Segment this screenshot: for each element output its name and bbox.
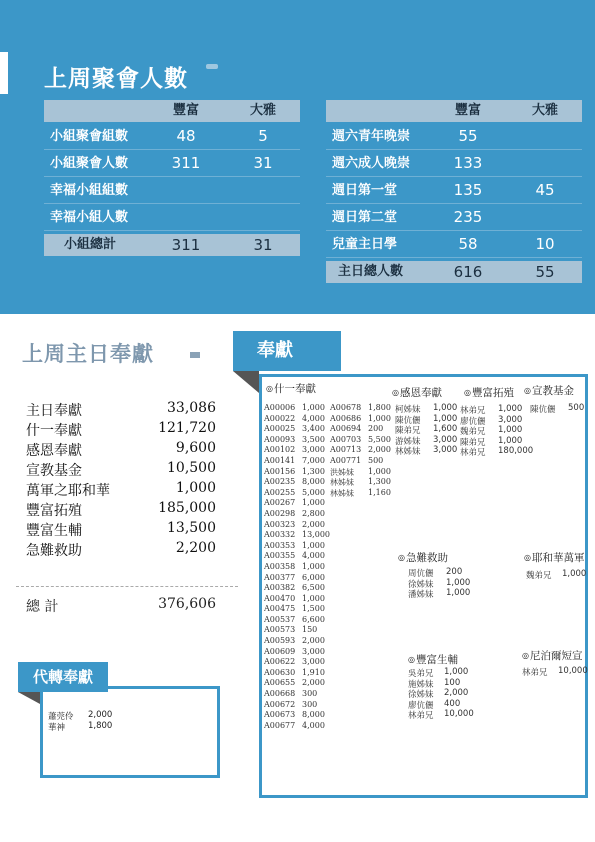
donation-amount: 200: [368, 424, 384, 434]
transfer-offering-box: [40, 686, 220, 778]
donation-amount: 1,000: [433, 413, 458, 424]
donation-amount: 1,000: [433, 403, 458, 413]
donor-id: 廖伉儷: [408, 700, 434, 711]
donor-id: A00771: [330, 455, 362, 465]
donor-id: A00673: [264, 710, 296, 720]
donor-id: A00141: [264, 455, 296, 465]
service-attendance-table: [326, 100, 582, 285]
list-item: 豐富生輔 13,500: [26, 520, 216, 539]
bullet-icon: ◎: [392, 388, 399, 397]
tithe-heading: ◎什一奉獻: [266, 383, 316, 395]
tab-fold-shadow: [18, 692, 40, 704]
donation-amount: 1,000: [444, 667, 469, 677]
donation-amount: 3,000: [302, 445, 325, 455]
table-row: 週日第一堂 135 45: [326, 178, 582, 204]
donation-amount: 7,000: [302, 455, 325, 465]
title-decoration: [190, 352, 200, 358]
table-header: [44, 100, 300, 122]
donation-amount: 5,500: [368, 434, 391, 444]
donor-id: 魏弟兄: [460, 427, 486, 438]
donor-id: A00677: [264, 720, 296, 730]
donor-id: A00703: [330, 434, 362, 444]
title-accent-bar: [0, 52, 8, 94]
donor-id: A00353: [264, 540, 296, 550]
bullet-icon: ◎: [408, 655, 415, 664]
bullet-icon: ◎: [464, 388, 471, 397]
table-row: 小組聚會人數 311 31: [44, 151, 300, 177]
bullet-icon: ◎: [266, 384, 273, 393]
table-row: 週六成人晚崇 133: [326, 151, 582, 177]
donation-amount: 3,000: [433, 434, 458, 445]
donor-id: A00470: [264, 593, 296, 603]
donor-id: 陳弟兄: [460, 437, 486, 448]
header-fengfu: 豐富: [454, 103, 481, 118]
emergency-heading: ◎急難救助: [398, 552, 448, 564]
donation-amount: 2,000: [444, 688, 469, 699]
donor-id: 林弟兄: [460, 406, 486, 416]
table-row: 兒童主日學 58 10: [326, 232, 582, 258]
donor-id: 林姊妹: [395, 447, 421, 458]
donor-id: 林姊妹: [330, 488, 354, 498]
donation-amount: 2,000: [302, 636, 325, 646]
nepal-mission-heading: ◎尼泊爾短宣: [522, 650, 583, 662]
donor-id: A00678: [330, 403, 362, 412]
list-item: 豐富拓殖 185,000: [26, 500, 216, 519]
donation-amount: 200: [446, 567, 463, 577]
bullet-icon: ◎: [524, 553, 531, 562]
donor-id: A00355: [264, 551, 296, 561]
donation-amount: 1,000: [302, 561, 325, 571]
donation-amount: 2,000: [302, 519, 325, 529]
donation-amount: 500: [568, 403, 585, 413]
donor-id: 游姊妹: [395, 436, 421, 447]
donation-amount: 300: [302, 699, 318, 709]
divider: [16, 586, 238, 587]
donation-amount: 3,000: [433, 445, 458, 456]
donor-id: 陳弟兄: [395, 426, 421, 437]
donation-amount: 4,000: [302, 720, 325, 730]
list-item: 宣教基金 10,500: [26, 460, 216, 479]
donor-id: A00102: [264, 445, 296, 455]
donation-amount: 1,000: [498, 435, 523, 446]
donation-amount: 1,300: [368, 477, 391, 487]
donor-id: 林弟兄: [408, 711, 434, 722]
donation-amount: 8,000: [302, 710, 325, 720]
donation-amount: 500: [368, 455, 384, 465]
header-daya: 大雅: [249, 103, 276, 118]
donation-amount: 1,000: [446, 588, 471, 599]
table-row: 週六青年晚崇 55: [326, 124, 582, 150]
donation-amount: 180,000: [498, 446, 534, 457]
table-row: 週日第二堂 235: [326, 205, 582, 231]
donation-amount: 1,800: [368, 403, 391, 412]
donor-id: A00298: [264, 508, 296, 518]
donor-id: 施姊妹: [408, 679, 434, 690]
donation-amount: 100: [444, 677, 461, 688]
list-item: 萬軍之耶和華 1,000: [26, 480, 216, 499]
donation-amount: 1,000: [302, 540, 325, 550]
donor-id: 林弟兄: [522, 668, 548, 678]
donor-id: 林姊妹: [330, 478, 354, 488]
donor-id: A00593: [264, 636, 296, 646]
jehovah-heading: ◎耶和華萬軍: [524, 552, 585, 564]
table-row: 小組聚會組數 48 5: [44, 124, 300, 150]
donation-amount: 1,000: [302, 593, 325, 603]
attendance-title: 上周聚會人數: [44, 66, 188, 92]
donor-id: A00358: [264, 561, 296, 571]
donation-amount: 13,000: [302, 530, 330, 540]
donor-id: 魏弟兄: [526, 571, 552, 581]
header-fengfu: 豐富: [172, 103, 199, 118]
donor-id: A00655: [264, 678, 296, 688]
donation-amount: 2,800: [302, 508, 325, 518]
list-item: 急難救助 2,200: [26, 540, 216, 559]
donation-amount: 400: [444, 698, 461, 709]
donation-amount: 300: [302, 689, 318, 699]
donation-amount: 4,000: [302, 413, 325, 423]
donation-amount: 5,000: [302, 487, 325, 497]
donation-amount: 1,500: [302, 604, 325, 614]
donor-id: 柯姊妹: [395, 405, 421, 415]
donation-amount: 150: [302, 625, 318, 635]
attendance-section: [0, 0, 595, 314]
donor-id: 陳伉儷: [530, 405, 556, 415]
donor-id: A00537: [264, 614, 296, 624]
offering-total: 總 計 376,606: [26, 596, 216, 615]
donation-amount: 10,000: [558, 666, 588, 676]
donation-amount: 2,000: [302, 678, 325, 688]
donor-id: A00235: [264, 477, 296, 487]
donation-amount: 1,000: [368, 413, 391, 423]
donor-id: 徐姊妹: [408, 579, 434, 590]
table-total-row: 主日總人數 616 55: [326, 261, 582, 283]
donor-id: A00267: [264, 498, 296, 508]
donor-id: A00622: [264, 657, 296, 667]
small-group-table: [44, 100, 300, 260]
donor-id: A00323: [264, 519, 296, 529]
donation-amount: 1,000: [498, 404, 523, 414]
donor-id: A00006: [264, 403, 296, 412]
table-total-row: 小組總計 311 31: [44, 234, 300, 256]
transfer-offering-title: 代轉奉獻: [18, 662, 108, 692]
donation-amount: 1,000: [368, 466, 391, 476]
donor-id: A00093: [264, 434, 296, 444]
donor-id: A00686: [330, 413, 362, 423]
donor-id: 廖伉儷: [460, 416, 486, 427]
list-item: 主日奉獻 33,086: [26, 400, 216, 419]
list-item: 蕭莞伶 2,000: [48, 710, 113, 722]
list-item: 華神 1,800: [48, 721, 113, 733]
list-item: 感恩奉獻 9,600: [26, 440, 216, 459]
donation-amount: 2,000: [368, 445, 391, 455]
donation-amount: 1,000: [498, 425, 523, 436]
donation-amount: 6,500: [302, 583, 325, 593]
donation-amount: 1,000: [302, 403, 325, 412]
donation-amount: 3,000: [302, 646, 325, 656]
donation-amount: 8,000: [302, 477, 325, 487]
donor-id: 徐姊妹: [408, 690, 434, 701]
donor-id: A00668: [264, 689, 296, 699]
header-daya: 大雅: [531, 103, 558, 118]
donation-amount: 10,000: [444, 709, 474, 720]
title-decoration: [206, 64, 218, 69]
donor-id: 吳弟兄: [408, 669, 434, 679]
donation-amount: 1,300: [302, 466, 325, 476]
donor-id: 潘姊妹: [408, 590, 434, 601]
donor-id: A00025: [264, 424, 296, 434]
table-header: [326, 100, 582, 122]
donation-amount: 1,000: [562, 569, 587, 579]
donor-id: A00255: [264, 487, 296, 497]
transfer-offering-list: [48, 710, 148, 732]
life-support-heading: ◎豐富生輔: [408, 654, 458, 666]
donation-amount: 1,160: [368, 487, 391, 497]
offering-summary-list: [26, 400, 216, 560]
donor-id: A00382: [264, 583, 296, 593]
donor-id: A00377: [264, 572, 296, 582]
donation-amount: 1,600: [433, 424, 458, 435]
table-row: 幸福小組人數: [44, 205, 300, 231]
donor-id: A00156: [264, 466, 296, 476]
donor-id: 洪姊妹: [330, 467, 354, 477]
bullet-icon: ◎: [524, 386, 531, 395]
donor-id: A00609: [264, 646, 296, 656]
offering-detail-title: 奉獻: [233, 331, 341, 371]
donor-id: 陳伉儷: [395, 415, 421, 426]
donation-amount: 3,400: [302, 424, 325, 434]
donor-id: A00022: [264, 413, 296, 423]
donation-amount: 4,000: [302, 551, 325, 561]
thanks-heading: ◎感恩奉獻: [392, 387, 442, 399]
donation-amount: 1,910: [302, 667, 325, 677]
donor-id: A00672: [264, 699, 296, 709]
donor-id: A00332: [264, 530, 296, 540]
donor-id: A00630: [264, 667, 296, 677]
list-item: 什一奉獻 121,720: [26, 420, 216, 439]
tab-fold-shadow: [233, 371, 259, 393]
bullet-icon: ◎: [398, 553, 405, 562]
donor-id: 林弟兄: [460, 448, 486, 459]
church-plant-heading: ◎豐富拓殖: [464, 387, 514, 399]
donation-amount: 3,000: [302, 657, 325, 667]
donation-amount: 1,000: [302, 498, 325, 508]
donation-amount: 6,000: [302, 572, 325, 582]
donor-id: A00694: [330, 424, 362, 434]
mission-fund-heading: ◎宣教基金: [524, 385, 574, 397]
bullet-icon: ◎: [522, 651, 529, 660]
donation-amount: 6,600: [302, 614, 325, 624]
table-row: 幸福小組組數: [44, 178, 300, 204]
donation-amount: 1,000: [446, 577, 471, 588]
donor-id: A00573: [264, 625, 296, 635]
donation-amount: 3,500: [302, 434, 325, 444]
donor-id: A00475: [264, 604, 296, 614]
donation-amount: 3,000: [498, 414, 523, 425]
donor-id: A00713: [330, 445, 362, 455]
offering-summary-title: 上周主日奉獻: [22, 342, 154, 366]
donor-id: 周伉儷: [408, 569, 434, 579]
